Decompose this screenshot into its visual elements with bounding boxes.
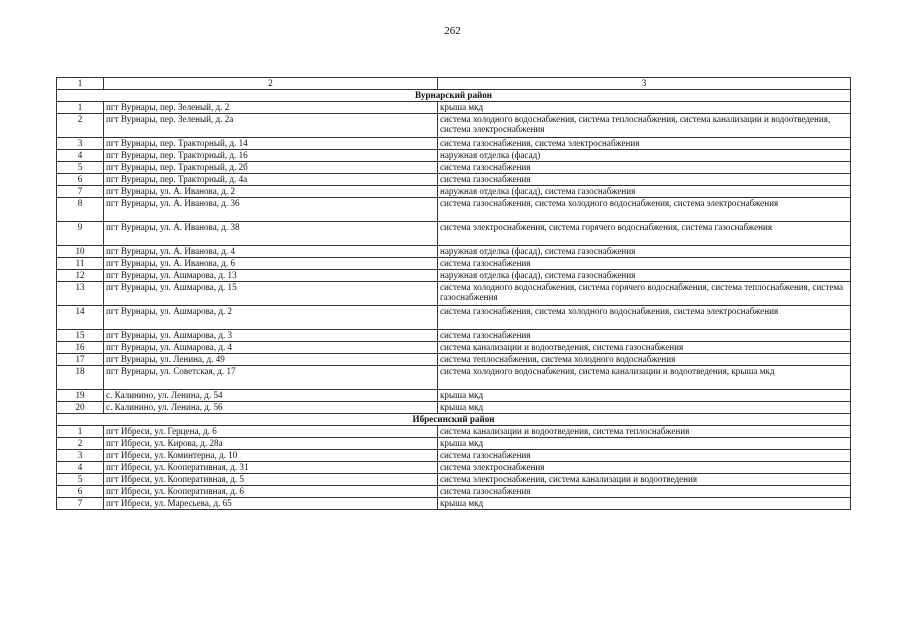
row-number: 4 (57, 462, 104, 474)
row-number: 12 (57, 270, 104, 282)
work-cell: система электроснабжения, система горячего водоснабжения, система газоснабжения (438, 222, 851, 246)
row-number: 4 (57, 150, 104, 162)
address-cell: с. Калинино, ул. Ленина, д. 54 (104, 390, 438, 402)
work-cell: система газоснабжения, система холодного водоснабжения, система электроснабжения (438, 306, 851, 330)
work-cell: система газоснабжения, система холодного водоснабжения, система электроснабжения (438, 198, 851, 222)
column-number: 3 (438, 78, 851, 90)
row-number: 6 (57, 174, 104, 186)
table-row (57, 162, 851, 174)
address-cell: пгт Вурнары, ул. А. Иванова, д. 6 (104, 258, 438, 270)
row-number: 19 (57, 390, 104, 402)
table-row (57, 366, 851, 390)
table-row (57, 486, 851, 498)
row-number: 8 (57, 198, 104, 222)
address-cell: пгт Вурнары, ул. Советская, д. 17 (104, 366, 438, 390)
address-cell: пгт Вурнары, ул. Ашмарова, д. 4 (104, 342, 438, 354)
row-number: 7 (57, 498, 104, 510)
address-cell: пгт Вурнары, ул. А. Иванова, д. 2 (104, 186, 438, 198)
row-number: 15 (57, 330, 104, 342)
work-cell: наружная отделка (фасад), система газоснабжения (438, 246, 851, 258)
row-number: 16 (57, 342, 104, 354)
address-cell: пгт Ибреси, ул. Герцена, д. 6 (104, 426, 438, 438)
work-cell: наружная отделка (фасад), система газоснабжения (438, 186, 851, 198)
address-cell: пгт Вурнары, пер. Тракторный, д. 14 (104, 138, 438, 150)
work-cell: система холодного водоснабжения, система канализации и водоотведения, крыша мкд (438, 366, 851, 390)
table-row (57, 150, 851, 162)
row-number: 1 (57, 102, 104, 114)
work-cell: система газоснабжения (438, 486, 851, 498)
table-row (57, 450, 851, 462)
row-number: 6 (57, 486, 104, 498)
address-cell: пгт Ибреси, ул. Кооперативная, д. 5 (104, 474, 438, 486)
table-row (57, 474, 851, 486)
table-row (57, 138, 851, 150)
section-header-row (57, 90, 851, 102)
column-number: 1 (57, 78, 104, 90)
table-row (57, 198, 851, 222)
address-cell: пгт Вурнары, ул. Ашмарова, д. 13 (104, 270, 438, 282)
section-title: Ибресинский район (57, 414, 851, 426)
address-cell: пгт Вурнары, пер. Зеленый, д. 2 (104, 102, 438, 114)
table-row (57, 102, 851, 114)
section-title: Вурнарский район (57, 90, 851, 102)
row-number: 10 (57, 246, 104, 258)
table-row (57, 306, 851, 330)
address-cell: пгт Вурнары, ул. Ашмарова, д. 2 (104, 306, 438, 330)
table-row (57, 426, 851, 438)
table-row (57, 270, 851, 282)
work-cell: система газоснабжения (438, 330, 851, 342)
table-row (57, 258, 851, 270)
work-cell: система канализации и водоотведения, система газоснабжения (438, 342, 851, 354)
work-cell: система холодного водоснабжения, система теплоснабжения, система канализации и водоотведения, система электроснабжения (438, 114, 851, 138)
work-cell: крыша мкд (438, 402, 851, 414)
row-number: 2 (57, 438, 104, 450)
address-cell: пгт Вурнары, пер. Зеленый, д. 2а (104, 114, 438, 138)
work-cell: крыша мкд (438, 438, 851, 450)
work-cell: система теплоснабжения, система холодного водоснабжения (438, 354, 851, 366)
work-cell: крыша мкд (438, 102, 851, 114)
work-cell: крыша мкд (438, 390, 851, 402)
work-cell: система газоснабжения (438, 162, 851, 174)
row-number: 17 (57, 354, 104, 366)
row-number: 3 (57, 450, 104, 462)
row-number: 3 (57, 138, 104, 150)
work-cell: система электроснабжения, система канализации и водоотведения (438, 474, 851, 486)
work-cell: наружная отделка (фасад) (438, 150, 851, 162)
address-cell: пгт Вурнары, ул. Ашмарова, д. 3 (104, 330, 438, 342)
address-cell: пгт Ибреси, ул. Коминтерна, д. 10 (104, 450, 438, 462)
row-number: 5 (57, 474, 104, 486)
table-row (57, 462, 851, 474)
address-cell: пгт Вурнары, ул. Ашмарова, д. 15 (104, 282, 438, 306)
table-row (57, 282, 851, 306)
table-row (57, 246, 851, 258)
row-number: 1 (57, 426, 104, 438)
table-row (57, 354, 851, 366)
row-number: 5 (57, 162, 104, 174)
row-number: 9 (57, 222, 104, 246)
address-cell: пгт Вурнары, ул. А. Иванова, д. 4 (104, 246, 438, 258)
work-cell: система холодного водоснабжения, система горячего водоснабжения, система теплоснабжения, система газоснабжения (438, 282, 851, 306)
table-row (57, 390, 851, 402)
work-cell: система газоснабжения (438, 174, 851, 186)
table-row (57, 114, 851, 138)
address-cell: пгт Вурнары, ул. А. Иванова, д. 38 (104, 222, 438, 246)
table-row (57, 342, 851, 354)
table-row (57, 438, 851, 450)
row-number: 18 (57, 366, 104, 390)
work-cell: система газоснабжения, система электроснабжения (438, 138, 851, 150)
address-cell: пгт Ибреси, ул. Кооперативная, д. 31 (104, 462, 438, 474)
work-cell: система электроснабжения (438, 462, 851, 474)
work-cell: система газоснабжения (438, 450, 851, 462)
column-number: 2 (104, 78, 438, 90)
row-number: 14 (57, 306, 104, 330)
address-cell: пгт Ибреси, ул. Маресьева, д. 65 (104, 498, 438, 510)
row-number: 20 (57, 402, 104, 414)
table-row (57, 498, 851, 510)
section-header-row (57, 414, 851, 426)
row-number: 7 (57, 186, 104, 198)
work-cell: крыша мкд (438, 498, 851, 510)
row-number: 2 (57, 114, 104, 138)
registry-table (56, 77, 851, 510)
page-number: 262 (444, 25, 461, 37)
address-cell: пгт Вурнары, пер. Тракторный, д. 16 (104, 150, 438, 162)
address-cell: пгт Ибреси, ул. Кооперативная, д. 6 (104, 486, 438, 498)
column-number-row (57, 78, 851, 90)
address-cell: пгт Вурнары, пер. Тракторный, д. 2б (104, 162, 438, 174)
table-row (57, 174, 851, 186)
address-cell: с. Калинино, ул. Ленина, д. 56 (104, 402, 438, 414)
address-cell: пгт Вурнары, ул. Ленина, д. 49 (104, 354, 438, 366)
address-cell: пгт Ибреси, ул. Кирова, д. 28а (104, 438, 438, 450)
work-cell: система газоснабжения (438, 258, 851, 270)
row-number: 13 (57, 282, 104, 306)
table-row (57, 402, 851, 414)
table-row (57, 222, 851, 246)
address-cell: пгт Вурнары, пер. Тракторный, д. 4а (104, 174, 438, 186)
work-cell: наружная отделка (фасад), система газоснабжения (438, 270, 851, 282)
table-row (57, 330, 851, 342)
work-cell: система канализации и водоотведения, система теплоснабжения (438, 426, 851, 438)
row-number: 11 (57, 258, 104, 270)
address-cell: пгт Вурнары, ул. А. Иванова, д. 36 (104, 198, 438, 222)
table-row (57, 186, 851, 198)
